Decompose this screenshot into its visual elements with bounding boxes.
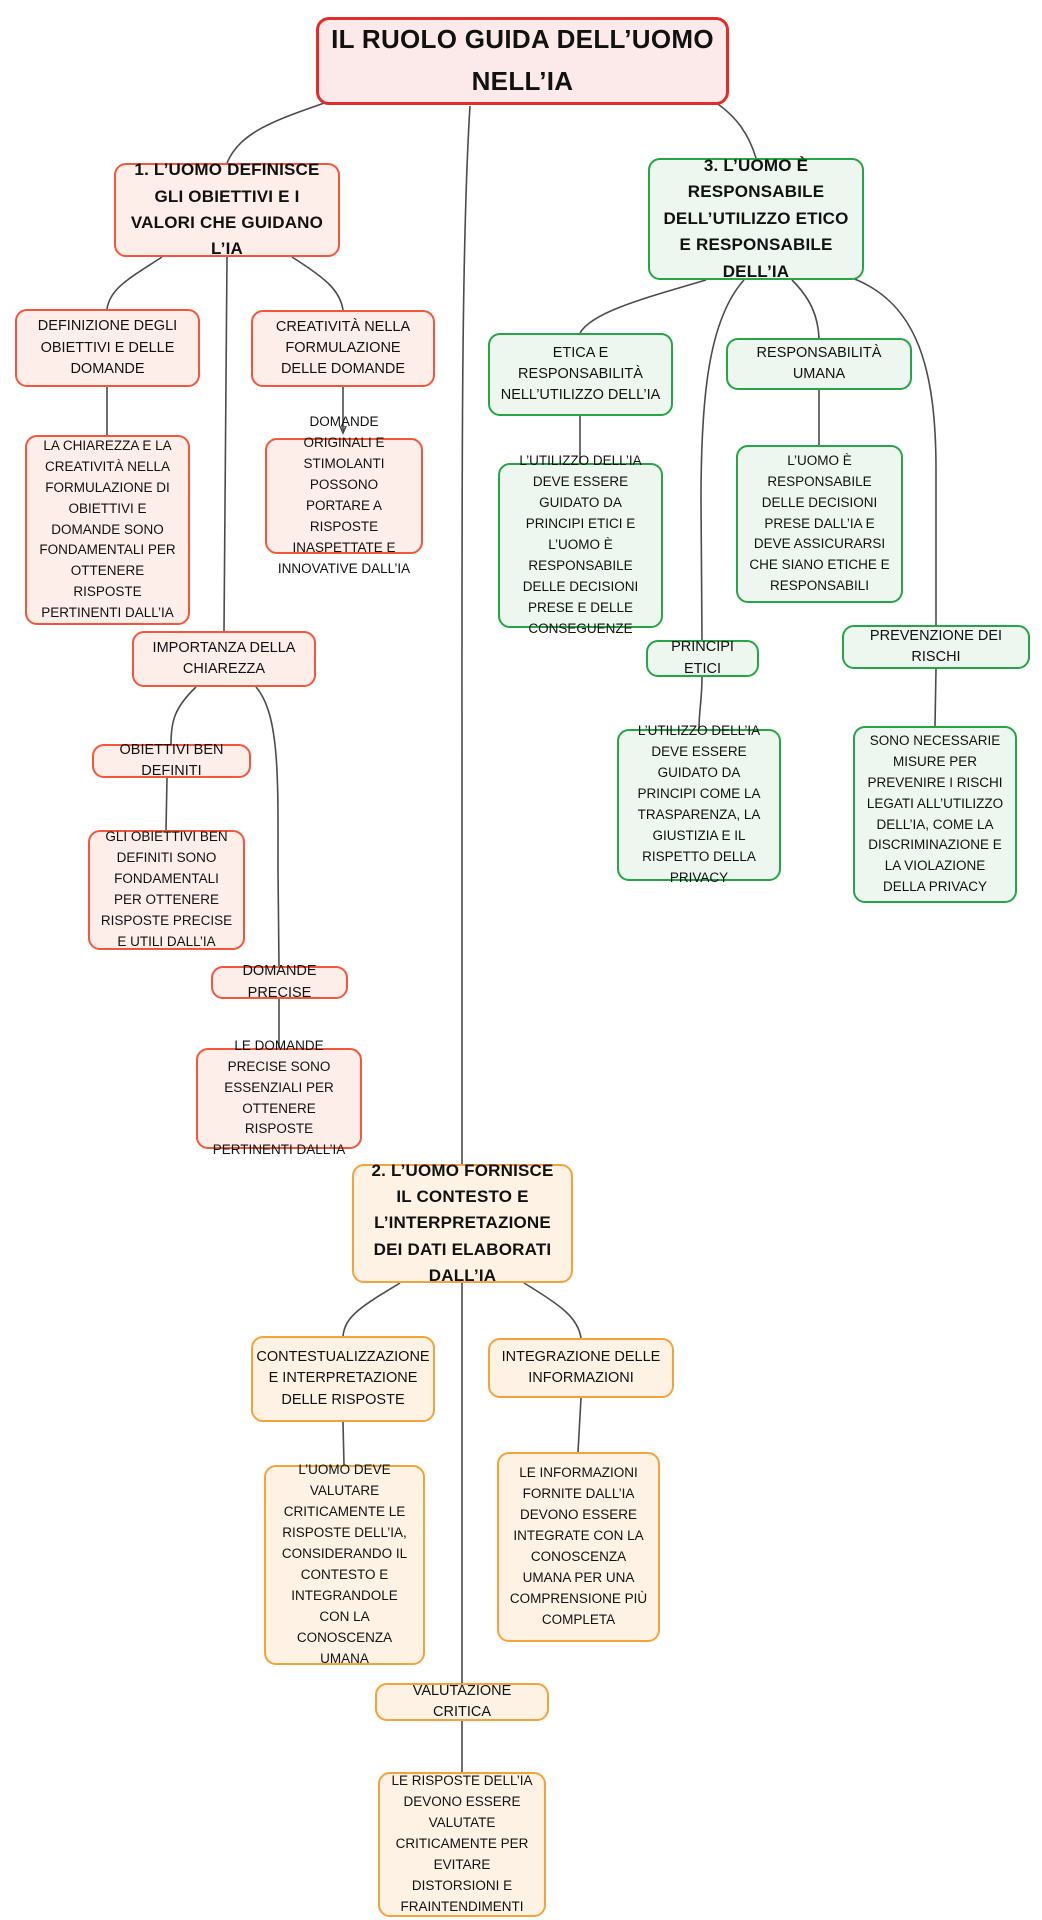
connector-branch2-contestualizzazione (343, 1283, 400, 1336)
note-integrazione[interactable]: LE INFORMAZIONI FORNITE DALL’IA DEVONO ESSERE INTEGRATE CON LA CONOSCENZA UMANA PER UNA COMPRENSIONE PIÙ COMPLETA (497, 1452, 660, 1642)
connector-branch1-creativita (292, 257, 343, 310)
topic-domande-precise[interactable]: DOMANDE PRECISE (211, 966, 348, 999)
connector-branch1-importanza (224, 257, 227, 631)
branch3-node[interactable]: 3. L’UOMO È RESPONSABILE DELL’UTILIZZO ETICO E RESPONSABILE DELL’IA (648, 158, 864, 280)
connector-branch2-integrazione (524, 1283, 581, 1338)
connector-importanza-obiettivi (171, 687, 196, 744)
note-principi[interactable]: L’UTILIZZO DELL’IA DEVE ESSERE GUIDATO DA PRINCIPI COME LA TRASPARENZA, LA GIUSTIZIA E IL RISPETTO DELLA PRIVACY (617, 729, 781, 881)
topic-creativita[interactable]: CREATIVITÀ NELLA FORMULAZIONE DELLE DOMANDE (251, 310, 435, 387)
note-definizione[interactable]: LA CHIAREZZA E LA CREATIVITÀ NELLA FORMULAZIONE DI OBIETTIVI E DOMANDE SONO FONDAMENTALI PER OTTENERE RISPOSTE PERTINENTI DALL’IA (25, 435, 190, 625)
note-prevenzione[interactable]: SONO NECESSARIE MISURE PER PREVENIRE I RISCHI LEGATI ALL’UTILIZZO DELL’IA, COME LA DISCRIMINAZIONE E LA VIOLAZIONE DELLA PRIVACY (853, 726, 1017, 903)
root-node[interactable]: IL RUOLO GUIDA DELL’UOMO NELL’IA (316, 17, 729, 105)
topic-etica[interactable]: ETICA E RESPONSABILITÀ NELL’UTILIZZO DELL’IA (488, 333, 673, 416)
note-etica[interactable]: L’UTILIZZO DELL’IA DEVE ESSERE GUIDATO DA PRINCIPI ETICI E L’UOMO È RESPONSABILE DELLE DECISIONI PRESE E DELLE CONSEGUENZE (498, 463, 663, 628)
connector-importanza-domande (256, 687, 279, 966)
note-contestualizzazione[interactable]: L’UOMO DEVE VALUTARE CRITICAMENTE LE RISPOSTE DELL’IA, CONSIDERANDO IL CONTESTO E INTEGRANDOLE CON LA CONOSCENZA UMANA (264, 1465, 425, 1665)
topic-responsabilita-umana[interactable]: RESPONSABILITÀ UMANA (726, 338, 912, 390)
topic-importanza-chiarezza[interactable]: IMPORTANZA DELLA CHIAREZZA (132, 631, 316, 687)
connector-branch3-etica (580, 280, 706, 333)
topic-valutazione-critica[interactable]: VALUTAZIONE CRITICA (375, 1683, 549, 1721)
connector-root-branch1 (227, 101, 330, 163)
topic-definizione[interactable]: DEFINIZIONE DEGLI OBIETTIVI E DELLE DOMANDE (15, 309, 200, 387)
branch1-node[interactable]: 1. L’UOMO DEFINISCE GLI OBIETTIVI E I VALORI CHE GUIDANO L’IA (114, 163, 340, 257)
connector-root-branch3 (712, 100, 756, 158)
topic-principi-etici[interactable]: PRINCIPI ETICI (646, 640, 759, 677)
connector-prevenzione-note (935, 669, 936, 726)
branch2-node[interactable]: 2. L’UOMO FORNISCE IL CONTESTO E L’INTERPRETAZIONE DEI DATI ELABORATI DALL’IA (352, 1164, 573, 1283)
connector-root-branch2 (462, 106, 470, 1164)
topic-prevenzione-rischi[interactable]: PREVENZIONE DEI RISCHI (842, 625, 1030, 669)
connector-contestualizzazione-note (343, 1422, 344, 1465)
topic-integrazione[interactable]: INTEGRAZIONE DELLE INFORMAZIONI (488, 1338, 674, 1398)
connector-branch3-responsabilita (792, 280, 819, 338)
connector-branch1-definizione (107, 257, 162, 309)
topic-contestualizzazione[interactable]: CONTESTUALIZZAZIONE E INTERPRETAZIONE DELLE RISPOSTE (251, 1336, 435, 1422)
note-domande[interactable]: LE DOMANDE PRECISE SONO ESSENZIALI PER OTTENERE RISPOSTE PERTINENTI DALL’IA (196, 1048, 362, 1149)
note-responsabilita[interactable]: L’UOMO È RESPONSABILE DELLE DECISIONI PRESE DALL’IA E DEVE ASSICURARSI CHE SIANO ETICHE E RESPONSABILI (736, 445, 903, 603)
note-creativita[interactable]: DOMANDE ORIGINALI E STIMOLANTI POSSONO PORTARE A RISPOSTE INASPETTATE E INNOVATIVE DALL’IA (265, 438, 423, 554)
connector-integrazione-note (578, 1398, 581, 1452)
note-obiettivi[interactable]: GLI OBIETTIVI BEN DEFINITI SONO FONDAMENTALI PER OTTENERE RISPOSTE PRECISE E UTILI DALL’IA (88, 830, 245, 950)
topic-obiettivi-ben-definiti[interactable]: OBIETTIVI BEN DEFINITI (92, 744, 251, 778)
connector-obiettivi-note (166, 778, 167, 830)
note-valutazione[interactable]: LE RISPOSTE DELL’IA DEVONO ESSERE VALUTATE CRITICAMENTE PER EVITARE DISTORSIONI E FRAINTENDIMENTI (378, 1772, 546, 1917)
